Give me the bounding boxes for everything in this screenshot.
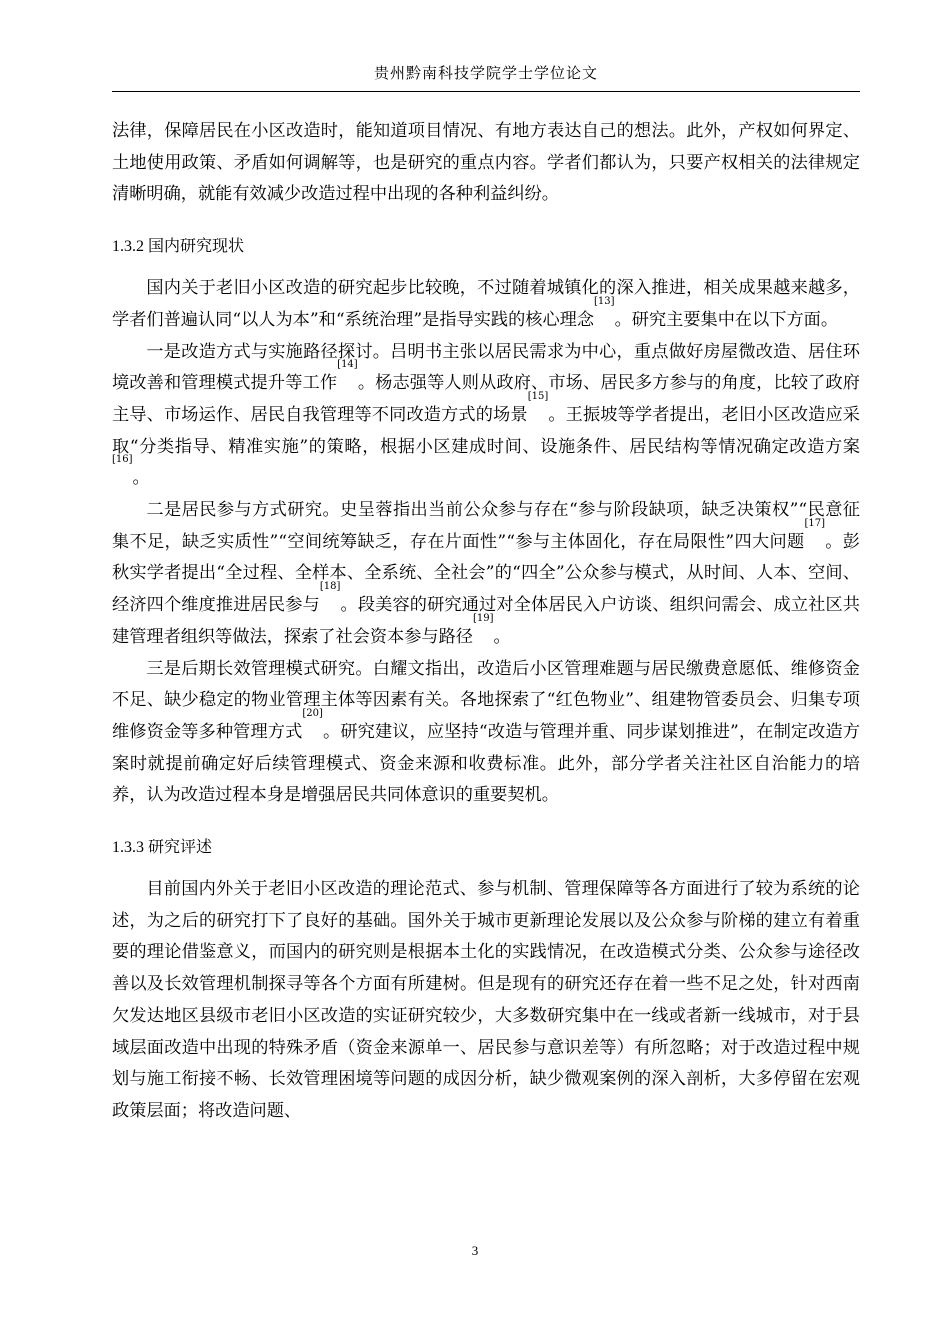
section-heading-1-3-2: 1.3.2 国内研究现状 — [112, 238, 245, 256]
paragraph-text: 国内关于老旧小区改造的研究起步比较晚，不过随着城镇化的深入推进，相关成果越来越多，学者们普遍认同“以人为本”和“系统治理”是指导实践的核心理念 — [112, 278, 860, 330]
running-header: 贵州黔南科技学院学士学位论文 — [373, 64, 598, 82]
citation-15: [15] — [527, 390, 549, 402]
header-rule — [112, 91, 860, 92]
paragraph-text: 二是居民参与方式研究。史呈蓉指出当前公众参与存在“参与阶段缺项，缺乏决策权”“民意征集不足，缺乏实质性”“空间统筹缺乏，存在片面性”“参与主体固化，存在局限性”四大问题 — [112, 500, 860, 552]
citation-20: [20] — [302, 707, 323, 719]
paragraph-text: 。 — [132, 468, 150, 489]
paragraph-long-term-management — [112, 654, 860, 813]
paragraph-research-review: 目前国内外关于老旧小区改造的理论范式、参与机制、管理保障等各方面进行了较为系统的论述，为之后的研究打下了良好的基础。国外关于城市更新理论发展以及公众参与阶梯的建立有着重要的理论借鉴意义，而国内的研究则是根据本土化的实践情况，在改造模式分类、公众参与途径改善以及长效管理机制探寻等各个方面有所建树。但是现有的研究还存在着一些不足之处，针对西南欠发达地区县级市老旧小区改造的实证研究较少，大多数研究集中在一线或者新一线城市，对于县域层面改造中出现的特殊矛盾（资金来源单一、居民参与意识差等）有所忽略；对于改造过程中规划与施工衔接不畅、长效管理困境等问题的成因分析，缺少微观案例的深入剖析，大多停留在宏观政策层面；将改造问题、 — [112, 879, 860, 1121]
paragraph-text: 。研究建议，应坚持“改造与管理并重、同步谋划推进”，在制定改造方案时就提前确定好后续管理模式、资金来源和收费标准。此外，部分学者关注社区自治能力的培养，认为改造过程本身是增强居民共同体意识的重要契机。 — [112, 721, 860, 806]
paragraph-renovation-approach — [112, 337, 860, 496]
citation-14: [14] — [337, 359, 358, 371]
paragraph-text: 。彭秋实学者提出“全过程、全样本、全系统、全社会”的“四全”公众参与模式，从时间、人本、空间、经济四个维度推进居民参与 — [112, 531, 860, 616]
section-heading-1-3-3: 1.3.3 研究评述 — [112, 839, 213, 857]
citation-19: [19] — [472, 612, 494, 624]
page-number: 3 — [471, 1243, 479, 1258]
paragraph-continued: 法律，保障居民在小区改造时，能知道项目情况、有地方表达自己的想法。此外，产权如何界定、土地使用政策、矛盾如何调解等，也是研究的重点内容。学者们都认为，只要产权相关的法律规定清晰明确，就能有效减少改造过程中出现的各种利益纠纷。 — [112, 121, 860, 205]
paragraph-domestic-intro — [112, 273, 860, 336]
paragraph-text: 。 — [493, 626, 511, 647]
paragraph-text: 三是后期长效管理模式研究。白耀文指出，改造后小区管理难题与居民缴费意愿低、维修资金不足、缺少稳定的物业管理主体等因素有关。各地探索了“红色物业”、组建物管委员会、归集专项维修资金等多种管理方式 — [112, 658, 860, 742]
paragraph-text: 一是改造方式与实施路径探讨。吕明书主张以居民需求为中心，重点做好房屋微改造、居住环境改善和管理模式提升等工作 — [112, 341, 860, 394]
paragraph-text: 。杨志强等人则从政府、市场、居民多方参与的角度，比较了政府主导、市场运作、居民自我管理等不同改造方式的场景 — [112, 373, 860, 425]
citation-16: [16] — [112, 454, 133, 466]
citation-18: [18] — [319, 581, 341, 593]
citation-17: [17] — [804, 517, 825, 529]
paragraph-text: 。研究主要集中在以下方面。 — [614, 309, 839, 330]
paragraph-text: 。王振坡等学者提出，老旧小区改造应采取“分类指导、精准实施”的策略，根据小区建成时间、设施条件、居民结构等情况确定改造方案 — [112, 404, 860, 457]
body-text — [112, 116, 860, 1128]
citation-13: [13] — [594, 295, 615, 307]
paragraph-resident-participation — [112, 495, 860, 654]
paragraph-text: 。段美容的研究通过对全体居民入户访谈、组织问需会、成立社区共建管理者组织等做法，探索了社会资本参与路径 — [112, 595, 860, 647]
